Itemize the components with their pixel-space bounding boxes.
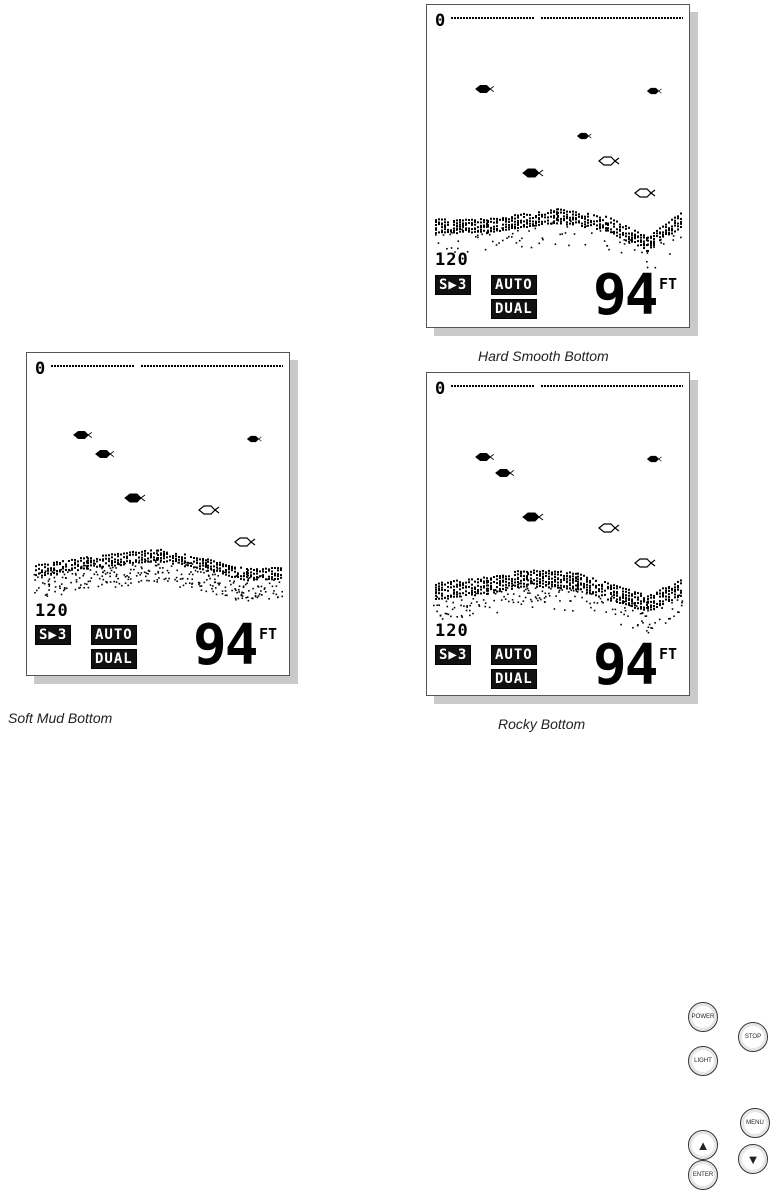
sonar-screen-rocky	[426, 372, 690, 696]
dual-badge: DUAL	[491, 299, 537, 319]
bottom-echo	[435, 208, 682, 268]
range-value: 120	[435, 250, 469, 270]
sensitivity-badge: S▶3	[435, 645, 471, 665]
surface-depth: 0	[435, 379, 446, 399]
surface-depth: 0	[35, 359, 46, 379]
fish-icon	[599, 524, 619, 532]
fish-icon	[476, 85, 494, 92]
sensitivity-badge: S▶3	[35, 625, 71, 645]
down-arrow-button[interactable]	[738, 1144, 768, 1174]
caption-hard-smooth-bottom: Hard Smooth Bottom	[478, 348, 609, 364]
dual-badge: DUAL	[91, 649, 137, 669]
range-value: 120	[435, 621, 469, 641]
fish-icon	[235, 538, 255, 546]
depth-readout: 94	[593, 263, 657, 328]
fish-icon	[476, 453, 494, 460]
dual-badge: DUAL	[491, 669, 537, 689]
fish-icon	[199, 506, 219, 514]
auto-badge: AUTO	[491, 275, 537, 295]
menu-button[interactable]: MENU	[740, 1108, 770, 1138]
bottom-echo	[34, 549, 283, 602]
light-button[interactable]: LIGHT	[688, 1046, 718, 1076]
range-value: 120	[35, 601, 69, 621]
fish-icon	[635, 189, 655, 197]
fish-icon	[647, 456, 661, 462]
down-arrow-icon: ▼	[746, 1151, 760, 1167]
depth-readout: 94	[593, 633, 657, 698]
depth-unit: FT	[659, 645, 678, 663]
power-button[interactable]: POWER	[688, 1002, 718, 1032]
sonar-screen-soft	[26, 352, 290, 676]
fish-icon	[599, 157, 619, 165]
bottom-echo	[433, 570, 683, 634]
up-arrow-icon: ▲	[696, 1137, 710, 1153]
fish-icon	[125, 494, 145, 502]
depth-unit: FT	[659, 275, 678, 293]
fish-icon	[96, 450, 114, 457]
sonar-screen-hard	[426, 4, 690, 328]
up-arrow-button[interactable]	[688, 1130, 718, 1160]
enter-button[interactable]: ENTER	[688, 1160, 718, 1190]
auto-badge: AUTO	[491, 645, 537, 665]
depth-readout: 94	[193, 613, 257, 678]
fish-icon	[74, 431, 92, 438]
fish-icon	[523, 169, 543, 177]
stop-button[interactable]: STOP	[738, 1022, 768, 1052]
surface-depth: 0	[435, 11, 446, 31]
fish-icon	[247, 436, 261, 442]
fish-icon	[523, 513, 543, 521]
fish-icon	[647, 88, 661, 94]
caption-soft-mud-bottom: Soft Mud Bottom	[8, 710, 113, 726]
sensitivity-badge: S▶3	[435, 275, 471, 295]
fish-icon	[577, 133, 591, 139]
fish-icon	[496, 469, 514, 476]
caption-rocky-bottom: Rocky Bottom	[498, 716, 586, 732]
depth-unit: FT	[259, 625, 278, 643]
auto-badge: AUTO	[91, 625, 137, 645]
fish-icon	[635, 559, 655, 567]
